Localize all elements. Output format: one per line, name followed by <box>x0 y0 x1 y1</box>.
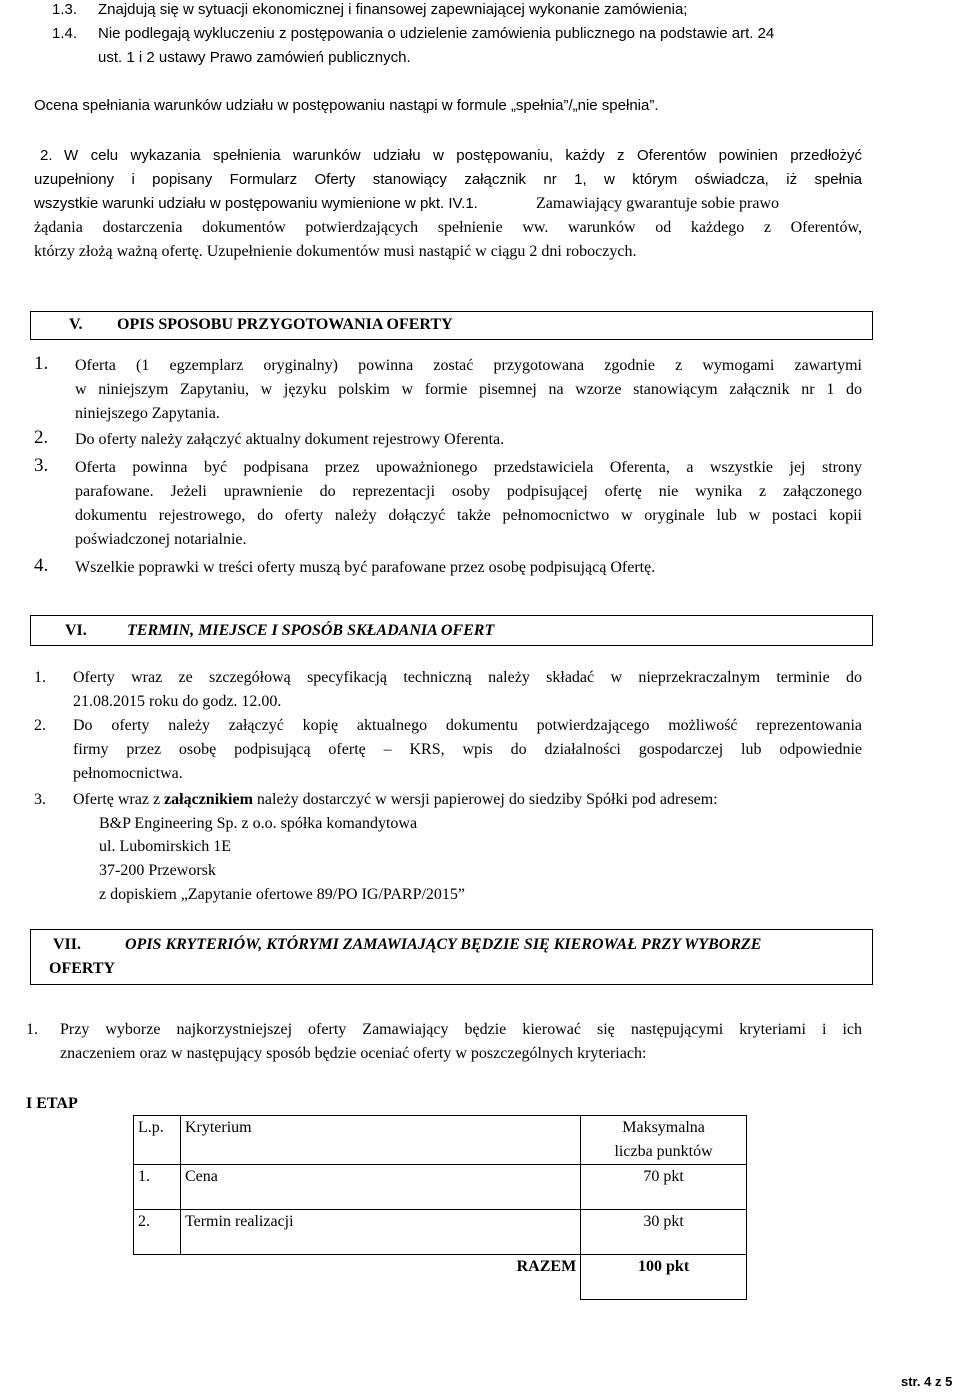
vi-item-3-bold: załącznikiem <box>164 791 253 808</box>
p2-number: 2. <box>40 147 53 164</box>
row-2-kryterium: Termin realizacji <box>180 1210 580 1255</box>
header-max <box>581 1116 747 1165</box>
row-1-pkt: 70 pkt <box>581 1165 747 1210</box>
vi-item-1-line2: 21.08.2015 roku do godz. 12.00. <box>73 693 282 710</box>
row-1-lp: 1. <box>134 1165 181 1210</box>
v-item-3-line1: Oferta powinna być podpisana przez upoważnionego przedstawiciela Oferenta, a wszystkie jej strony <box>75 459 862 476</box>
row-2-lp: 2. <box>134 1210 181 1255</box>
v-item-1-line3: niniejszego Zapytania. <box>75 405 220 422</box>
criteria-table <box>133 1115 747 1300</box>
v-item-4-number: 4. <box>34 555 49 576</box>
section-vii-title-line2: OFERTY <box>49 960 116 977</box>
item-1-4-line2: ust. 1 i 2 ustawy Prawo zamówień publicznych. <box>98 49 411 66</box>
v-item-3-line4: poświadczonej notarialnie. <box>75 531 247 548</box>
table-header-row <box>134 1116 747 1165</box>
ocena-sentence: Ocena spełniania warunków udziału w postępowaniu nastąpi w formule „spełnia”/„nie spełnia”. <box>34 97 659 114</box>
vi-item-2-line1: Do oferty należy załączyć kopię aktualnego dokumentu potwierdzającego możliwość reprezentowania <box>73 717 862 734</box>
section-v-heading <box>30 311 873 340</box>
total-value: 100 pkt <box>581 1255 747 1300</box>
section-vi-number: VI. <box>65 622 87 639</box>
total-empty-cell <box>134 1255 181 1300</box>
item-1-3-text: Znajdują się w sytuacji ekonomicznej i finansowej zapewniającej wykonanie zamówienia; <box>98 1 688 18</box>
v-item-3-number: 3. <box>34 455 49 476</box>
header-max-line2: liczba punktów <box>614 1143 713 1160</box>
vi-item-3-post: należy dostarczyć w wersji papierowej do siedziby Spółki pod adresem: <box>252 791 718 808</box>
v-item-4-line1: Wszelkie poprawki w treści oferty muszą być parafowane przez osobę podpisującą Ofertę. <box>75 559 656 576</box>
address-line-2: ul. Lubomirskich 1E <box>99 838 231 855</box>
p2-line4: żądania dostarczenia dokumentów potwierdzających spełnienie ww. warunków od każdego z Oferentów, <box>34 219 862 236</box>
v-item-2-number: 2. <box>34 427 49 448</box>
vi-item-3-text <box>73 790 718 810</box>
section-v-number: V. <box>69 316 83 333</box>
p2-line5: którzy złożą ważną ofertę. Uzupełnienie dokumentów musi nastąpić w ciągu 2 dni roboczych. <box>34 243 637 260</box>
v-item-2-line1: Do oferty należy załączyć aktualny dokument rejestrowy Oferenta. <box>75 431 505 448</box>
address-line-4: z dopiskiem „Zapytanie ofertowe 89/PO IG/PARP/2015” <box>99 886 466 903</box>
v-item-1-line2: w niniejszym Zapytaniu, w języku polskim w formie pisemnej na wzorze stanowiącym załącznik nr 1 do <box>75 381 862 398</box>
section-vi-heading <box>30 615 873 646</box>
total-label: RAZEM <box>180 1255 580 1300</box>
v-item-1-number: 1. <box>34 353 49 374</box>
section-vii-heading <box>30 929 873 985</box>
section-vi-title: TERMIN, MIEJSCE I SPOSÓB SKŁADANIA OFERT <box>127 622 495 639</box>
vii-item-1-number: 1. <box>26 1021 38 1038</box>
vi-item-1-line1: Oferty wraz ze szczegółową specyfikacją techniczną należy składać w nieprzekraczalnym terminie do <box>73 669 862 686</box>
item-1-3-number: 1.3. <box>52 1 78 18</box>
item-1-4-number: 1.4. <box>52 25 78 42</box>
p2-line3b: Zamawiający gwarantuje sobie prawo <box>536 195 780 212</box>
vi-item-2-line3: pełnomocnictwa. <box>73 765 183 782</box>
vi-item-3-number: 3. <box>34 791 46 808</box>
section-v-title: OPIS SPOSOBU PRZYGOTOWANIA OFERTY <box>117 316 453 333</box>
header-lp: L.p. <box>134 1116 181 1165</box>
address-line-1: B&P Engineering Sp. z o.o. spółka komandytowa <box>99 815 418 832</box>
vii-item-1-line2: znaczeniem oraz w następujący sposób będzie oceniać oferty w poszczególnych kryteriach: <box>60 1045 647 1062</box>
item-1-4-line1: Nie podlegają wykluczeniu z postępowania o udzielenie zamówienia publicznego na podstawie art. 24 <box>98 25 775 42</box>
header-kryterium: Kryterium <box>180 1116 580 1165</box>
p2-line3a: wszystkie warunki udziału w postępowaniu wymienione w pkt. IV.1. <box>34 195 478 212</box>
vi-item-1-number: 1. <box>34 669 46 686</box>
section-vii-title: OPIS KRYTERIÓW, KTÓRYMI ZAMAWIAJĄCY BĘDZIE SIĘ KIEROWAŁ PRZY WYBORZE <box>125 936 762 953</box>
row-1-kryterium: Cena <box>180 1165 580 1210</box>
v-item-3-line3: dokumentu rejestrowego, do oferty należy dołączyć także pełnomocnictwo w oryginale lub w postaci kopii <box>75 507 862 524</box>
v-item-3-line2: parafowane. Jeżeli uprawnienie do reprezentacji osoby podpisującej ofertę nie wynika z załączonego <box>75 483 862 500</box>
p2-line2: uzupełniony i popisany Formularz Oferty stanowiący załącznik nr 1, w którym oświadcza, iż spełnia <box>34 171 862 188</box>
address-line-3: 37-200 Przeworsk <box>99 862 216 879</box>
header-max-line1: Maksymalna <box>622 1119 705 1136</box>
section-vii-number: VII. <box>53 936 82 953</box>
table-row <box>134 1165 747 1210</box>
vi-item-3-pre: Ofertę wraz z <box>73 791 165 808</box>
v-item-1-line1: Oferta (1 egzemplarz oryginalny) powinna zostać przygotowana zgodnie z wymogami zawartymi <box>75 357 862 374</box>
vi-item-2-line2: firmy przez osobę podpisującą ofertę – KRS, wpis do działalności gospodarczej lub odpowiednie <box>73 741 862 758</box>
table-row <box>134 1210 747 1255</box>
page-number: str. 4 z 5 <box>901 1374 953 1389</box>
row-2-pkt: 30 pkt <box>581 1210 747 1255</box>
table-total-row <box>134 1255 747 1300</box>
vii-item-1-line1: Przy wyborze najkorzystniejszej oferty Zamawiający będzie kierować się następującymi kryteriami i ich <box>60 1021 862 1038</box>
p2-line1: W celu wykazania spełnienia warunków udziału w postępowaniu, każdy z Oferentów powinien przedłożyć <box>64 147 862 164</box>
vi-item-2-number: 2. <box>34 717 46 734</box>
etap-label: I ETAP <box>26 1095 78 1112</box>
